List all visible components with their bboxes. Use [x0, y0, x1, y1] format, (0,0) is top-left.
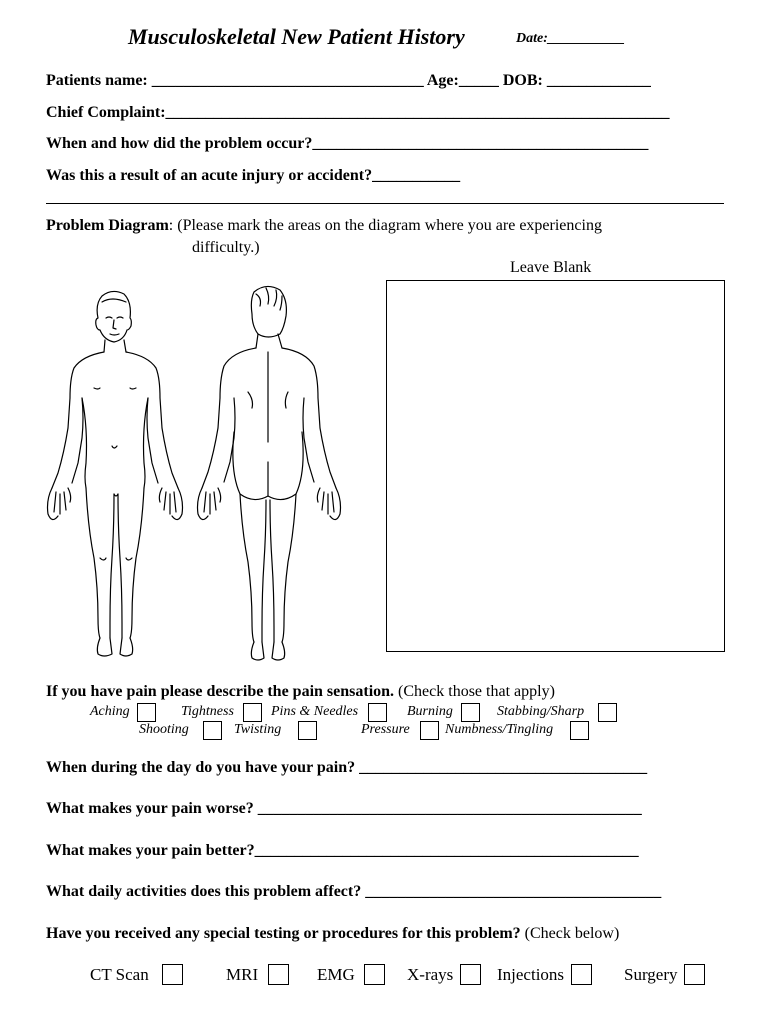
- aching-checkbox[interactable]: [137, 703, 156, 722]
- injections-checkbox[interactable]: [571, 964, 592, 985]
- body-front-figure[interactable]: [42, 288, 187, 663]
- date-field[interactable]: Date:___________: [516, 31, 625, 46]
- pain-worse-field[interactable]: What makes your pain worse? ________________________________________________: [46, 800, 642, 817]
- pain-better-field[interactable]: What makes your pain better?________________________________________________: [46, 842, 639, 859]
- acute-injury-field[interactable]: Was this a result of an acute injury or accident?___________: [46, 167, 461, 184]
- pain-option-burning: Burning: [407, 704, 453, 719]
- body-back-figure[interactable]: [196, 282, 346, 667]
- shooting-checkbox[interactable]: [203, 721, 222, 740]
- pain-option-pins-needles: Pins & Needles: [271, 704, 359, 719]
- patient-info-line[interactable]: Patients name: __________________________________ Age:_____ DOB: _____________: [46, 72, 651, 89]
- procedure-x-rays: X-rays: [407, 965, 454, 984]
- procedure-injections: Injections: [497, 965, 565, 984]
- pain-option-pressure: Pressure: [361, 722, 410, 737]
- emg-checkbox[interactable]: [364, 964, 385, 985]
- twisting-checkbox[interactable]: [298, 721, 317, 740]
- tightness-checkbox[interactable]: [243, 703, 262, 722]
- pain-sensation-label: [46, 683, 555, 701]
- leave-blank-box[interactable]: [386, 280, 725, 652]
- problem-diagram-label: [46, 217, 602, 235]
- numbness-tingling-checkbox[interactable]: [570, 721, 589, 740]
- problem-diagram-instructions: : (Please mark the areas on the diagram where you are experiencing: [168, 217, 602, 234]
- leave-blank-label: Leave Blank: [510, 259, 592, 276]
- pain-option-shooting: Shooting: [139, 722, 189, 737]
- ct-scan-checkbox[interactable]: [162, 964, 183, 985]
- surgery-checkbox[interactable]: [684, 964, 705, 985]
- form-title: Musculoskeletal New Patient History: [128, 24, 465, 49]
- special-testing-instructions: (Check below): [520, 925, 620, 942]
- special-testing-question: Have you received any special testing or procedures for this problem?: [46, 925, 521, 942]
- problem-diagram-instructions-cont: difficulty.): [192, 239, 260, 256]
- pain-sensation-heading: If you have pain please describe the pain sensation.: [46, 683, 395, 700]
- stabbing-sharp-checkbox[interactable]: [598, 703, 617, 722]
- pins-needles-checkbox[interactable]: [368, 703, 387, 722]
- pain-option-stabbing-sharp: Stabbing/Sharp: [497, 704, 585, 719]
- burning-checkbox[interactable]: [461, 703, 480, 722]
- special-testing-label: [46, 925, 619, 943]
- procedure-surgery: Surgery: [624, 965, 678, 984]
- full-width-rule: [46, 203, 724, 204]
- procedure-mri: MRI: [226, 965, 259, 984]
- problem-diagram-heading: Problem Diagram: [46, 217, 169, 234]
- chief-complaint-field[interactable]: Chief Complaint:_______________________________________________________________: [46, 104, 670, 121]
- pain-sensation-instructions: (Check those that apply): [394, 683, 555, 700]
- problem-occurrence-field[interactable]: When and how did the problem occur?__________________________________________: [46, 135, 649, 152]
- procedure-ct-scan: CT Scan: [90, 965, 149, 984]
- pressure-checkbox[interactable]: [420, 721, 439, 740]
- pain-option-aching: Aching: [90, 704, 130, 719]
- x-rays-checkbox[interactable]: [460, 964, 481, 985]
- pain-option-twisting: Twisting: [234, 722, 282, 737]
- mri-checkbox[interactable]: [268, 964, 289, 985]
- procedure-emg: EMG: [317, 965, 355, 984]
- pain-option-tightness: Tightness: [181, 704, 234, 719]
- pain-option-numbness-tingling: Numbness/Tingling: [445, 722, 554, 737]
- daily-activities-field[interactable]: What daily activities does this problem affect? _____________________________________: [46, 883, 662, 900]
- pain-time-of-day-field[interactable]: When during the day do you have your pain? ____________________________________: [46, 759, 648, 776]
